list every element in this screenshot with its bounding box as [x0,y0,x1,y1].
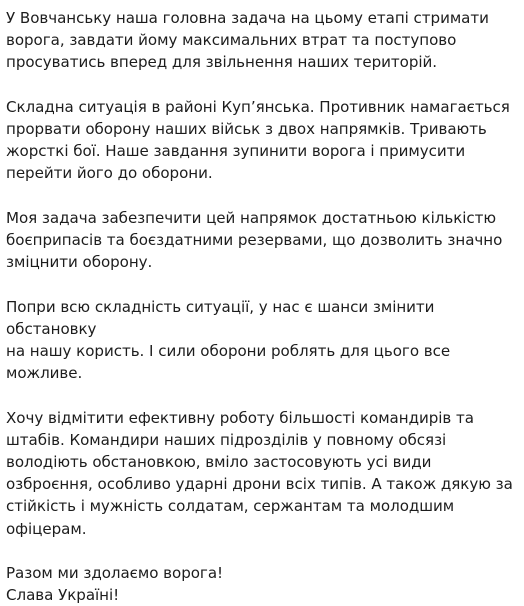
paragraph-chances: Попри всю складність ситуації, у нас є шанси змінити обстановку на нашу користь. І сили оборони роблять для цього все можливе. [6,297,451,383]
paragraph-closing: Разом ми здолаємо ворога! Слава Україні! [6,564,224,605]
paragraph-commanders: Хочу відмітити ефективну роботу більшості командирів та штабів. Командири наших підрозділів у повному обсязі володіють обстановкою, вміло застосовують усі види озброєння, особливо ударні дрони всіх типів. А також дякую за стійкість і мужність солдатам, сержантам та молодшим офіцерам. [6,408,513,538]
post-text [6,7,520,606]
paragraph-kupiansk: Складна ситуація в районі Куп’янська. Противник намагається прорвати оборону наших військ з двох напрямків. Тривають жорсткі бої. Наше завдання зупинити ворога і примусити перейти його до оборони. [6,97,510,183]
paragraph-vovchansk: У Вовчанську наша головна задача на цьому етапі стримати ворога, завдати йому максимальних втрат та поступово просуватись вперед для звільнення наших територій. [6,9,489,72]
paragraph-ammunition-reserves: Моя задача забезпечити цей напрямок достатньою кількістю боєприпасів та боєздатними резервами, що дозволить значно зміцнити оборону. [6,208,503,272]
